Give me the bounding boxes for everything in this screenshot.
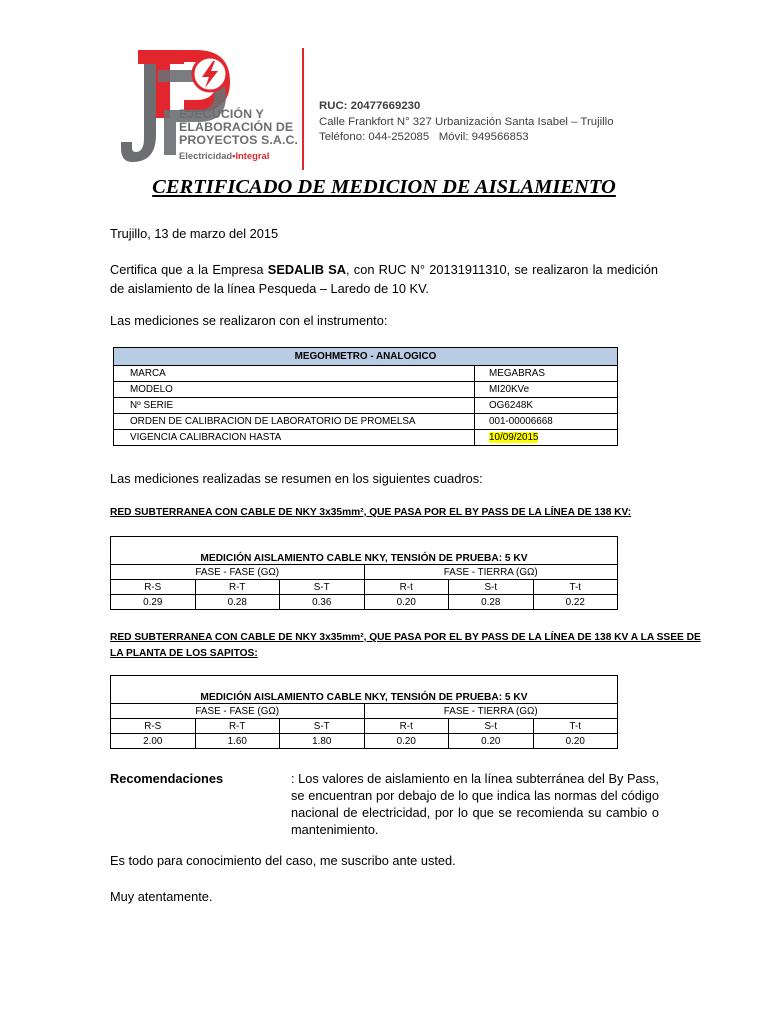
date-line: Trujillo, 13 de marzo del 2015 <box>110 226 279 241</box>
section2-heading-line2: LA PLANTA DE LOS SAPITOS: <box>110 648 258 659</box>
logo-tagline-b: Integral <box>235 150 270 161</box>
instrument-table-header-row <box>114 348 618 366</box>
logo-tagline <box>179 150 269 161</box>
table-cell: 0.36 <box>280 595 365 610</box>
table-cell: 0.20 <box>449 734 534 749</box>
section2-heading-line1: RED SUBTERRANEA CON CABLE DE NKY 3x35mm², QUE PASA POR EL BY PASS DE LA LÍNEA DE 138 KV A LA SSEE DE <box>110 632 701 643</box>
logo-tagline-sep: • <box>232 150 236 161</box>
measurement-table-1 <box>110 536 618 610</box>
company-phone: Teléfono: 044-252085 Móvil: 949566853 <box>319 131 529 143</box>
table-cell: 1.80 <box>280 734 365 749</box>
instrument-value: OG6248K <box>475 398 618 414</box>
column-header: R-T <box>195 580 280 595</box>
company-logo <box>118 40 299 170</box>
group-fase-fase: FASE - FASE (GΩ) <box>111 565 365 580</box>
table-group-row <box>111 565 618 580</box>
table-cell: 0.20 <box>364 734 449 749</box>
certifica-part1: Certifica que a la Empresa <box>110 262 268 277</box>
column-header: S-t <box>449 580 534 595</box>
table-caption-row <box>111 676 618 704</box>
instrument-label: ORDEN DE CALIBRACION DE LABORATORIO DE PROMELSA <box>114 414 475 430</box>
table-header-row <box>111 580 618 595</box>
column-header: S-t <box>449 719 534 734</box>
table-caption: MEDICIÓN AISLAMIENTO CABLE NKY, TENSIÓN DE PRUEBA: 5 KV <box>111 537 618 565</box>
company-info <box>319 99 614 146</box>
table-cell: 0.29 <box>111 595 196 610</box>
table-row <box>114 398 618 414</box>
summary-intro: Las mediciones realizadas se resumen en los siguientes cuadros: <box>110 471 483 486</box>
column-header: T-t <box>533 719 618 734</box>
column-header: S-T <box>280 580 365 595</box>
certifica-company: SEDALIB SA <box>267 262 346 277</box>
table-row <box>111 595 618 610</box>
table-cell: 2.00 <box>111 734 196 749</box>
closing-line: Es todo para conocimiento del caso, me suscribo ante usted. <box>110 853 456 868</box>
instrument-table <box>113 347 618 446</box>
instrument-label: Nº SERIE <box>114 398 475 414</box>
instrument-label: MARCA <box>114 366 475 382</box>
table-caption-row <box>111 537 618 565</box>
column-header: S-T <box>280 719 365 734</box>
document-title: CERTIFICADO DE MEDICION DE AISLAMIENTO <box>152 176 616 198</box>
section2-heading <box>110 630 701 662</box>
instrument-label: MODELO <box>114 382 475 398</box>
table-cell: 0.22 <box>533 595 618 610</box>
instrument-value: 001-00006668 <box>475 414 618 430</box>
recommendations-text: : Los valores de aislamiento en la línea subterránea del By Pass, se encuentran por debajo de lo que indica las normas del código nacional de electricidad, por lo que se recomienda su cambio o mantenimiento. <box>291 771 659 837</box>
table-cell: 0.28 <box>449 595 534 610</box>
instrument-table-header: MEGOHMETRO - ANALOGICO <box>114 348 618 366</box>
group-fase-fase: FASE - FASE (GΩ) <box>111 704 365 719</box>
table-header-row <box>111 719 618 734</box>
instrument-label: VIGENCIA CALIBRACION HASTA <box>114 430 475 446</box>
recommendations-label: Recomendaciones <box>110 771 224 786</box>
instrument-value: MEGABRAS <box>475 366 618 382</box>
logo-line-1: EJECUCIÓN Y <box>179 107 264 121</box>
measurement-table-2 <box>110 675 618 749</box>
company-address: Calle Frankfort N° 327 Urbanización Santa Isabel – Trujillo <box>319 115 614 128</box>
column-header: R-t <box>364 719 449 734</box>
calibration-date-highlight: 10/09/2015 <box>489 432 539 443</box>
column-header: R-S <box>111 719 196 734</box>
section1-heading: RED SUBTERRANEA CON CABLE DE NKY 3x35mm², QUE PASA POR EL BY PASS DE LA LÍNEA DE 138 KV: <box>110 507 632 518</box>
company-ruc: RUC: 20477669230 <box>319 100 421 112</box>
table-row <box>114 414 618 430</box>
header-divider <box>302 48 304 170</box>
table-row <box>111 734 618 749</box>
table-cell: 0.20 <box>533 734 618 749</box>
table-group-row <box>111 704 618 719</box>
logo-line-2: ELABORACIÓN DE <box>179 120 294 134</box>
instrument-intro: Las mediciones se realizaron con el instrumento: <box>110 313 388 328</box>
table-cell: 0.28 <box>195 595 280 610</box>
logo-line-3: PROYECTOS S.A.C. <box>179 133 299 147</box>
certifica-paragraph <box>110 260 658 298</box>
signoff-line: Muy atentamente. <box>110 889 213 904</box>
column-header: R-T <box>195 719 280 734</box>
table-caption: MEDICIÓN AISLAMIENTO CABLE NKY, TENSIÓN DE PRUEBA: 5 KV <box>111 676 618 704</box>
group-fase-tierra: FASE - TIERRA (GΩ) <box>364 704 618 719</box>
table-row <box>114 366 618 382</box>
table-cell: 0.20 <box>364 595 449 610</box>
instrument-value <box>475 430 618 446</box>
group-fase-tierra: FASE - TIERRA (GΩ) <box>364 565 618 580</box>
column-header: R-t <box>364 580 449 595</box>
table-cell: 1.60 <box>195 734 280 749</box>
column-header: R-S <box>111 580 196 595</box>
table-row <box>114 430 618 446</box>
logo-tagline-a: Electricidad <box>179 150 233 161</box>
column-header: T-t <box>533 580 618 595</box>
certifica-part2: , con RUC N° 20131911310, se realizaron la medición de aislamiento de la línea Pesqueda – Laredo de 10 KV. <box>110 262 659 296</box>
table-row <box>114 382 618 398</box>
instrument-value: MI20KVe <box>475 382 618 398</box>
